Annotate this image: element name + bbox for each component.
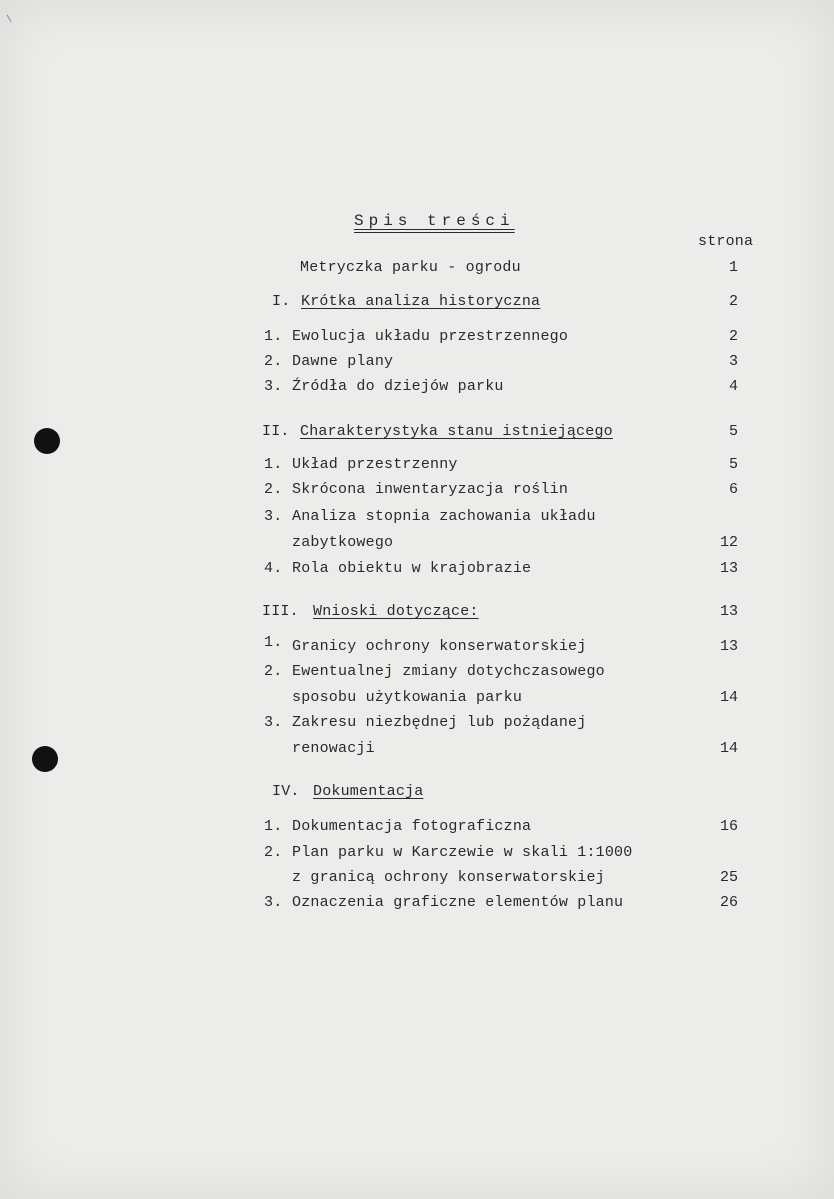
item-number: 1. (264, 328, 283, 345)
toc-entry-text: Źródła do dziejów parku (292, 378, 504, 395)
item-number: 4. (264, 560, 283, 577)
toc-entry-text: Dokumentacja fotograficzna (292, 818, 532, 835)
item-number: 2. (264, 663, 283, 680)
toc-entry-text: Układ przestrzenny (292, 456, 458, 473)
page-title: Spis treści (354, 212, 515, 230)
toc-entry-text: Dawne plany (292, 353, 394, 370)
item-number: 3. (264, 378, 283, 395)
toc-entry-page: 3 (728, 353, 738, 370)
toc-entry-text-continued: renowacji (292, 740, 375, 757)
toc-entry-text-continued: sposobu użytkowania parku (292, 689, 523, 706)
toc-entry-page: 6 (728, 481, 738, 498)
punch-hole-top (34, 428, 60, 454)
section-number: IV. (272, 783, 300, 800)
section-number: I. (272, 293, 291, 310)
item-number: 1. (264, 456, 283, 473)
punch-hole-bottom (32, 746, 58, 772)
section-number: II. (262, 423, 290, 440)
toc-entry-page: 13 (719, 603, 738, 620)
item-number: 2. (264, 844, 283, 861)
section-title: Dokumentacja (313, 783, 424, 800)
toc-entry-page: 2 (728, 293, 738, 310)
toc-entry-text: Analiza stopnia zachowania układu (292, 508, 596, 525)
toc-entry-text: Metryczka parku - ogrodu (300, 259, 521, 276)
toc-entry-text: Rola obiektu w krajobrazie (292, 560, 532, 577)
toc-entry-page: 14 (719, 740, 738, 757)
toc-entry-text: Ewolucja układu przestrzennego (292, 328, 569, 345)
section-number: III. (262, 603, 299, 620)
toc-entry-page: 16 (719, 818, 738, 835)
toc-entry-text: Granicy ochrony konserwatorskiej (292, 638, 587, 655)
toc-entry-text: Ewentualnej zmiany dotychczasowego (292, 663, 605, 680)
toc-entry-page: 13 (719, 560, 738, 577)
toc-entry-page: 12 (719, 534, 738, 551)
toc-entry-page: 14 (719, 689, 738, 706)
page-column-header: strona (698, 233, 754, 250)
item-number: 2. (264, 481, 283, 498)
item-number: 1. (264, 818, 283, 835)
toc-entry-text: Oznaczenia graficzne elementów planu (292, 894, 624, 911)
section-title: Wnioski dotyczące: (313, 603, 479, 620)
toc-entry-text-continued: z granicą ochrony konserwatorskiej (292, 869, 605, 886)
item-number: 3. (264, 508, 283, 525)
toc-entry-page: 4 (728, 378, 738, 395)
item-number: 3. (264, 714, 283, 731)
toc-entry-page: 25 (719, 869, 738, 886)
toc-entry-text: Zakresu niezbędnej lub pożądanej (292, 714, 587, 731)
section-title: Charakterystyka stanu istniejącego (300, 423, 613, 440)
corner-mark: / (4, 14, 18, 25)
toc-entry-page: 2 (728, 328, 738, 345)
toc-entry-page: 26 (719, 894, 738, 911)
toc-entry-page: 13 (719, 638, 738, 655)
section-title: Krótka analiza historyczna (301, 293, 541, 310)
item-number: 2. (264, 353, 283, 370)
toc-entry-text: Plan parku w Karczewie w skali 1:1000 (292, 844, 633, 861)
toc-entry-text-continued: zabytkowego (292, 534, 394, 551)
toc-entry-page: 5 (728, 456, 738, 473)
toc-entry-page: 1 (728, 259, 738, 276)
item-number: 1. (264, 634, 283, 651)
toc-entry-page: 5 (728, 423, 738, 440)
toc-entry-text: Skrócona inwentaryzacja roślin (292, 481, 569, 498)
item-number: 3. (264, 894, 283, 911)
